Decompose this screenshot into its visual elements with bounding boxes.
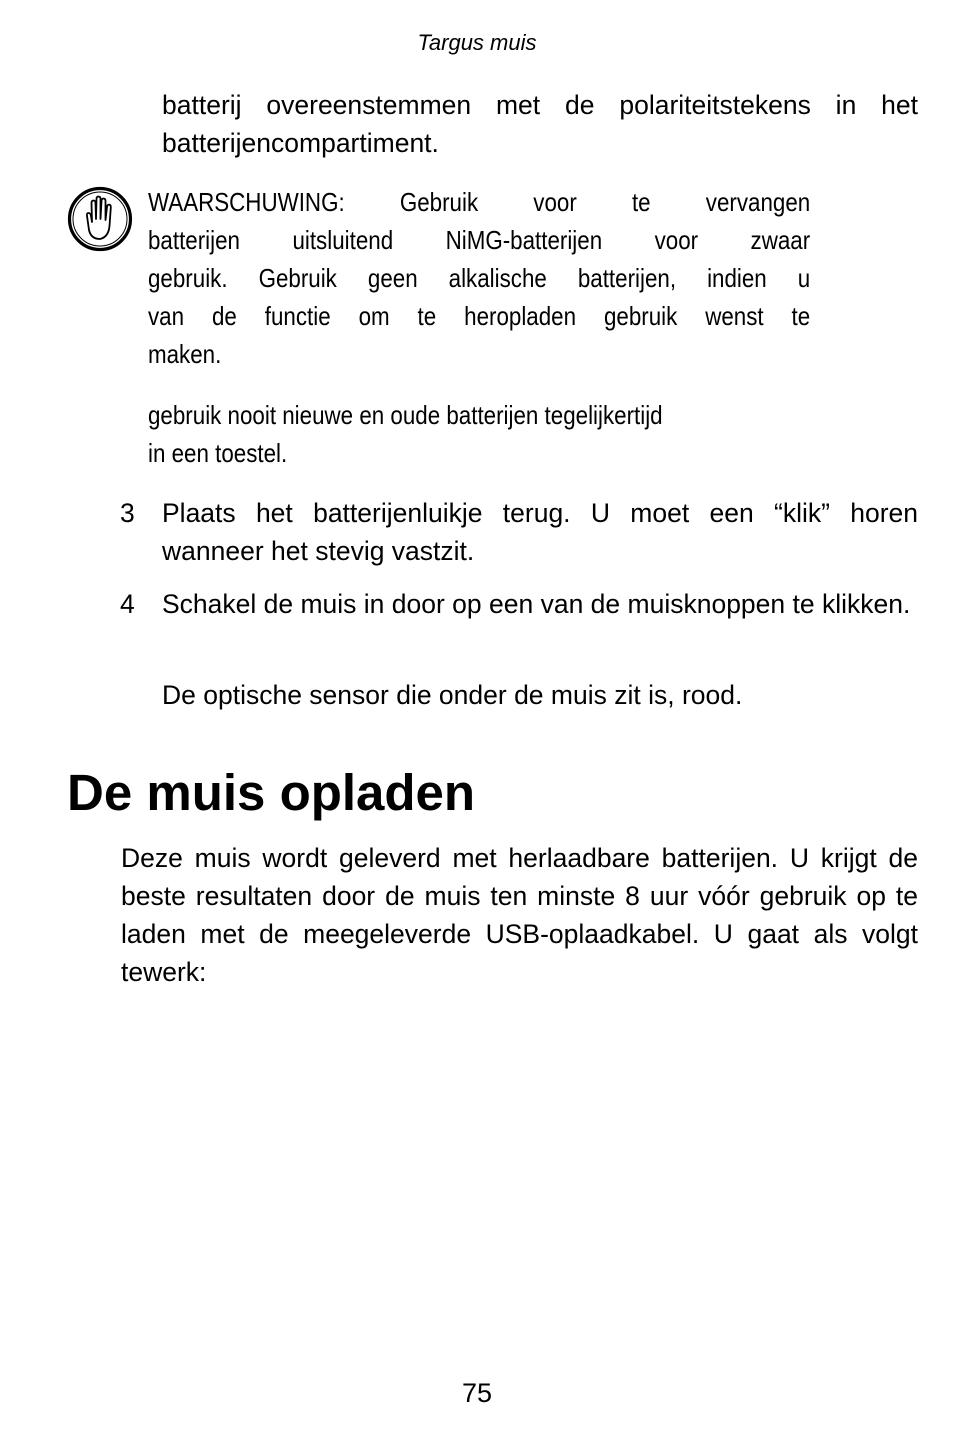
warning-line: gebruik. Gebruik geen alkalische batterijen, indien u — [148, 263, 811, 293]
warning-extra — [148, 396, 836, 472]
continued-paragraph: batterij overeenstemmen met de polariteitstekens in het batterijencompartiment. — [162, 90, 918, 158]
section-intro: Deze muis wordt geleverd met herlaadbare batterijen. U krijgt de beste resultaten door de muis ten minste 8 uur vóór gebruik op te laden met de meegeleverde USB-oplaadkabel. U gaat als volgt tewerk: — [121, 843, 918, 987]
warning-line: maken. — [148, 339, 222, 369]
warning-extra-line: gebruik nooit nieuwe en oude batterijen tegelijkertijd — [148, 400, 663, 430]
step-number: 3 — [120, 498, 135, 528]
step-number: 4 — [120, 589, 135, 619]
step-note: De optische sensor die onder de muis zit is, rood. — [162, 680, 743, 710]
section-title: De muis opladen — [67, 764, 476, 821]
warning-line: batterijen uitsluitend NiMG-batterijen voor zwaar — [148, 225, 811, 255]
step-text: Plaats het batterijenluikje terug. U moet een “klik” horen wanneer het stevig vastzit. — [162, 498, 918, 566]
running-header: Targus muis — [417, 30, 537, 55]
warning-extra-line: in een toestel. — [148, 438, 288, 468]
page-number: 75 — [461, 1378, 493, 1408]
hand-stop-icon — [67, 186, 133, 252]
step-text: Schakel de muis in door op een van de muisknoppen te klikken. — [162, 589, 911, 619]
warning-text — [148, 183, 811, 373]
warning-line: van de functie om te heropladen gebruik wenst te — [148, 301, 811, 331]
warning-line: WAARSCHUWING: Gebruik voor te vervangen — [148, 187, 811, 217]
